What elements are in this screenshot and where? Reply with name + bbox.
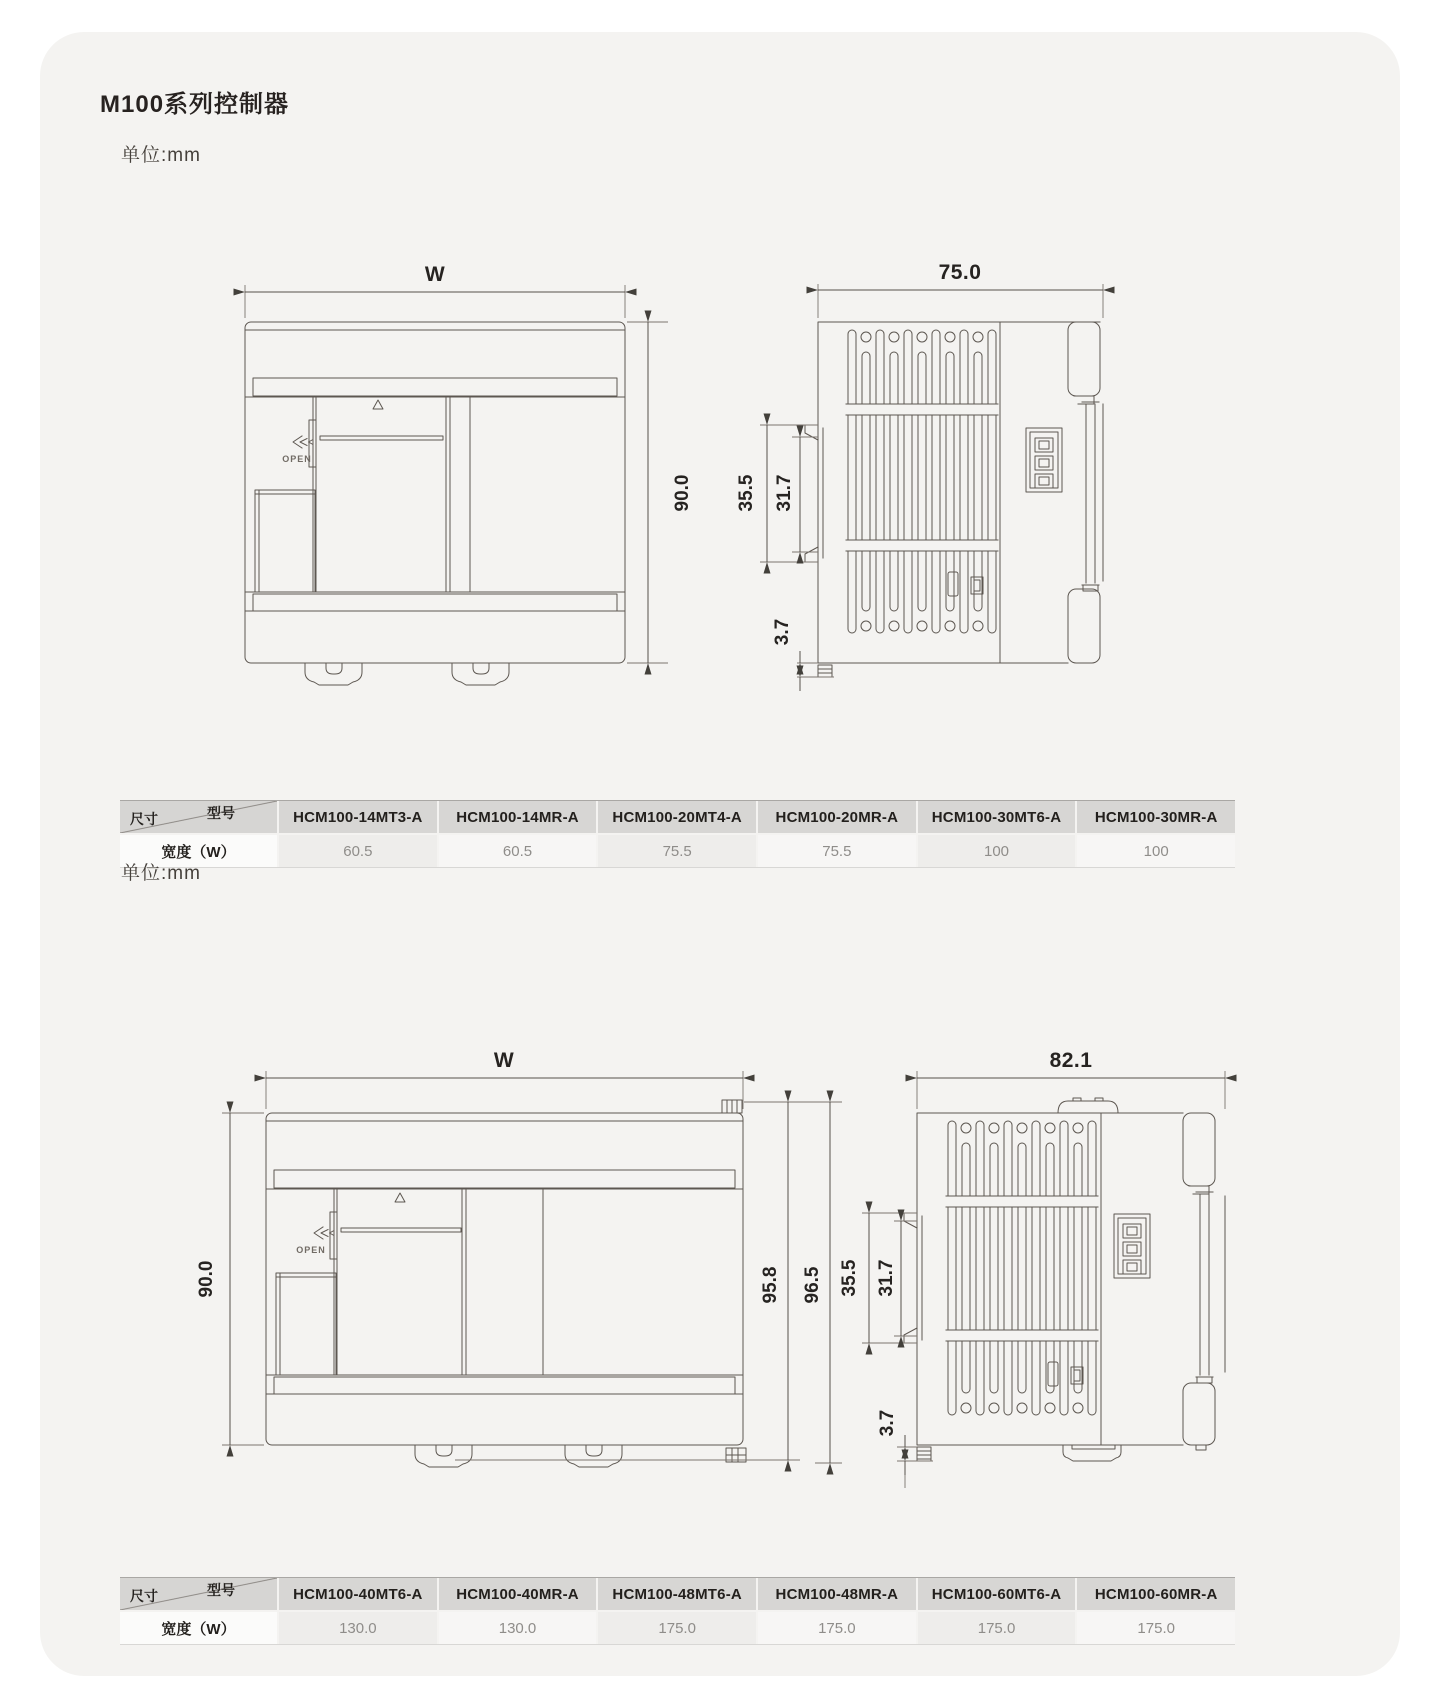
table1-model-header: HCM100-20MT4-A <box>596 801 756 833</box>
side-view-1-dimensions <box>736 261 1103 691</box>
dim-side2-notch-outer: 35.5 <box>839 1259 860 1297</box>
table1-width-value: 60.5 <box>437 835 597 867</box>
dim-front2-w: W <box>493 1049 515 1072</box>
table1-model-header: HCM100-14MR-A <box>437 801 597 833</box>
table2-model-header: HCM100-48MT6-A <box>596 1578 756 1610</box>
table2-width-row <box>120 1612 1235 1645</box>
table1-width-row <box>120 835 1235 868</box>
side-view-2 <box>904 1098 1225 1461</box>
table2-corner-model: 型号 <box>207 1582 235 1598</box>
dim-front1-height: 90.0 <box>672 474 693 512</box>
table1-width-value: 75.5 <box>596 835 756 867</box>
table1-corner-cell <box>120 801 277 833</box>
front-view-1 <box>245 322 625 685</box>
dim-side2-foot: 3.7 <box>877 1409 898 1437</box>
dim-side1-width: 75.0 <box>938 261 982 284</box>
unit-label-1: 单位:mm <box>121 145 201 166</box>
side-view-1 <box>805 322 1103 677</box>
table1-model-header: HCM100-20MR-A <box>756 801 916 833</box>
table2-model-header: HCM100-40MT6-A <box>277 1578 437 1610</box>
dim-front2-height: 90.0 <box>196 1260 217 1298</box>
dimension-table-2 <box>120 1577 1235 1645</box>
dim-front1-w: W <box>424 263 446 286</box>
front-view-1-dimensions <box>245 263 693 663</box>
table2-model-header: HCM100-60MT6-A <box>916 1578 1076 1610</box>
table2-row-label: 宽度（W） <box>120 1612 277 1644</box>
dim-side1-notch-inner: 31.7 <box>774 474 795 512</box>
table1-width-value: 100 <box>1075 835 1235 867</box>
table1-row-label: 宽度（W） <box>120 835 277 867</box>
table2-header-row <box>120 1577 1235 1612</box>
dim-front2-height3: 96.5 <box>802 1266 823 1304</box>
table1-width-value: 60.5 <box>277 835 437 867</box>
table2-width-value: 130.0 <box>437 1612 597 1644</box>
unit-label-2: 单位:mm <box>121 863 201 884</box>
table1-header-row <box>120 800 1235 835</box>
page-title: M100系列控制器 <box>100 91 290 118</box>
dim-side1-foot: 3.7 <box>772 618 793 646</box>
table2-corner-size: 尺寸 <box>130 1588 158 1604</box>
table2-model-header: HCM100-60MR-A <box>1075 1578 1235 1610</box>
front-view-2-dimensions <box>196 1049 842 1463</box>
table2-model-header: HCM100-40MR-A <box>437 1578 597 1610</box>
table2-width-value: 175.0 <box>756 1612 916 1644</box>
dim-side2-width: 82.1 <box>1049 1049 1093 1072</box>
table2-model-header: HCM100-48MR-A <box>756 1578 916 1610</box>
table1-width-value: 75.5 <box>756 835 916 867</box>
table1-model-header: HCM100-30MT6-A <box>916 801 1076 833</box>
dim-side1-notch-outer: 35.5 <box>736 474 757 512</box>
table1-corner-size: 尺寸 <box>130 811 158 827</box>
front-view-2 <box>266 1100 746 1467</box>
table1-model-header: HCM100-14MT3-A <box>277 801 437 833</box>
table1-corner-model: 型号 <box>207 805 235 821</box>
table2-corner-cell <box>120 1578 277 1610</box>
dim-front2-height2: 95.8 <box>760 1266 781 1304</box>
dimension-table-1 <box>120 800 1235 868</box>
table2-width-value: 175.0 <box>1075 1612 1235 1644</box>
open-label-1: OPEN <box>282 454 312 464</box>
table2-width-value: 175.0 <box>596 1612 756 1644</box>
table2-width-value: 175.0 <box>916 1612 1076 1644</box>
table1-model-header: HCM100-30MR-A <box>1075 801 1235 833</box>
dim-side2-notch-inner: 31.7 <box>876 1259 897 1297</box>
table1-width-value: 100 <box>916 835 1076 867</box>
table2-width-value: 130.0 <box>277 1612 437 1644</box>
open-label-2: OPEN <box>296 1245 326 1255</box>
